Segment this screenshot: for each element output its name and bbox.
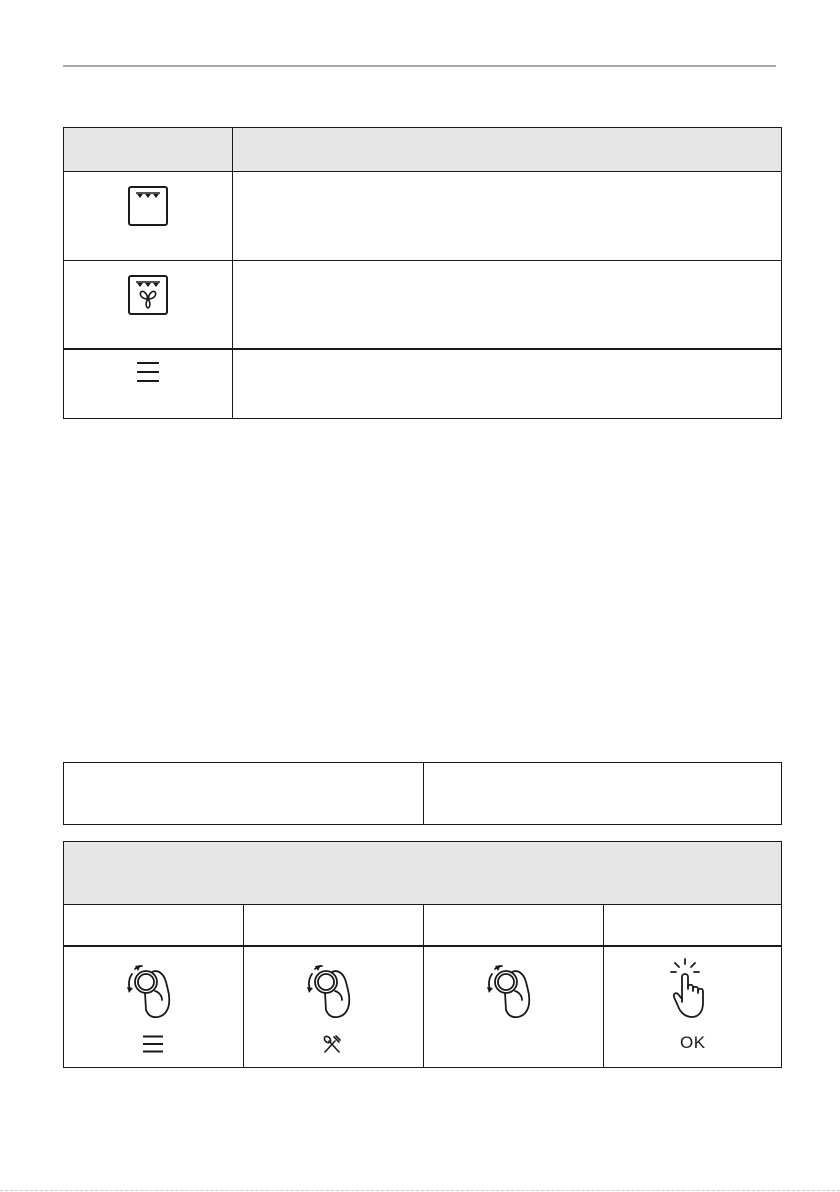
table-row <box>64 261 781 350</box>
table-row <box>64 350 781 418</box>
steps-table <box>63 841 782 1068</box>
menu-icon <box>143 1035 163 1053</box>
step-cell-2 <box>244 947 423 1067</box>
symbol-table-header <box>64 128 781 172</box>
step-label <box>64 905 243 945</box>
column-divider <box>232 128 233 418</box>
symbol-description <box>234 172 781 260</box>
rotate-knob-icon <box>122 960 178 1020</box>
step-label <box>244 905 423 945</box>
step-label <box>424 905 603 945</box>
cutlery-icon <box>323 1035 341 1053</box>
step-cell-3 <box>424 947 603 1067</box>
top-heat-oven-icon <box>127 185 169 227</box>
symbol-cell <box>64 172 232 260</box>
symbol-description <box>234 261 781 348</box>
note-cell-right <box>424 763 781 824</box>
note-cell-left <box>64 763 423 824</box>
ok-symbol: OK <box>680 1033 706 1052</box>
symbol-table <box>63 127 782 419</box>
steps-table-header <box>64 842 781 905</box>
menu-icon <box>137 361 159 383</box>
rotate-knob-icon <box>482 960 538 1020</box>
symbol-cell <box>64 350 232 418</box>
press-knob-icon <box>670 957 710 1019</box>
symbol-description <box>234 350 781 418</box>
step-cell-1 <box>64 947 243 1067</box>
symbol-cell <box>64 261 232 348</box>
page-footer-rule <box>0 1190 840 1191</box>
step-label <box>604 905 783 945</box>
table-row <box>64 172 781 261</box>
note-table <box>63 762 782 825</box>
page-header-rule <box>63 65 776 67</box>
fan-heat-oven-icon <box>127 274 169 316</box>
step-cell-4 <box>604 947 783 1067</box>
rotate-knob-icon <box>302 960 358 1020</box>
